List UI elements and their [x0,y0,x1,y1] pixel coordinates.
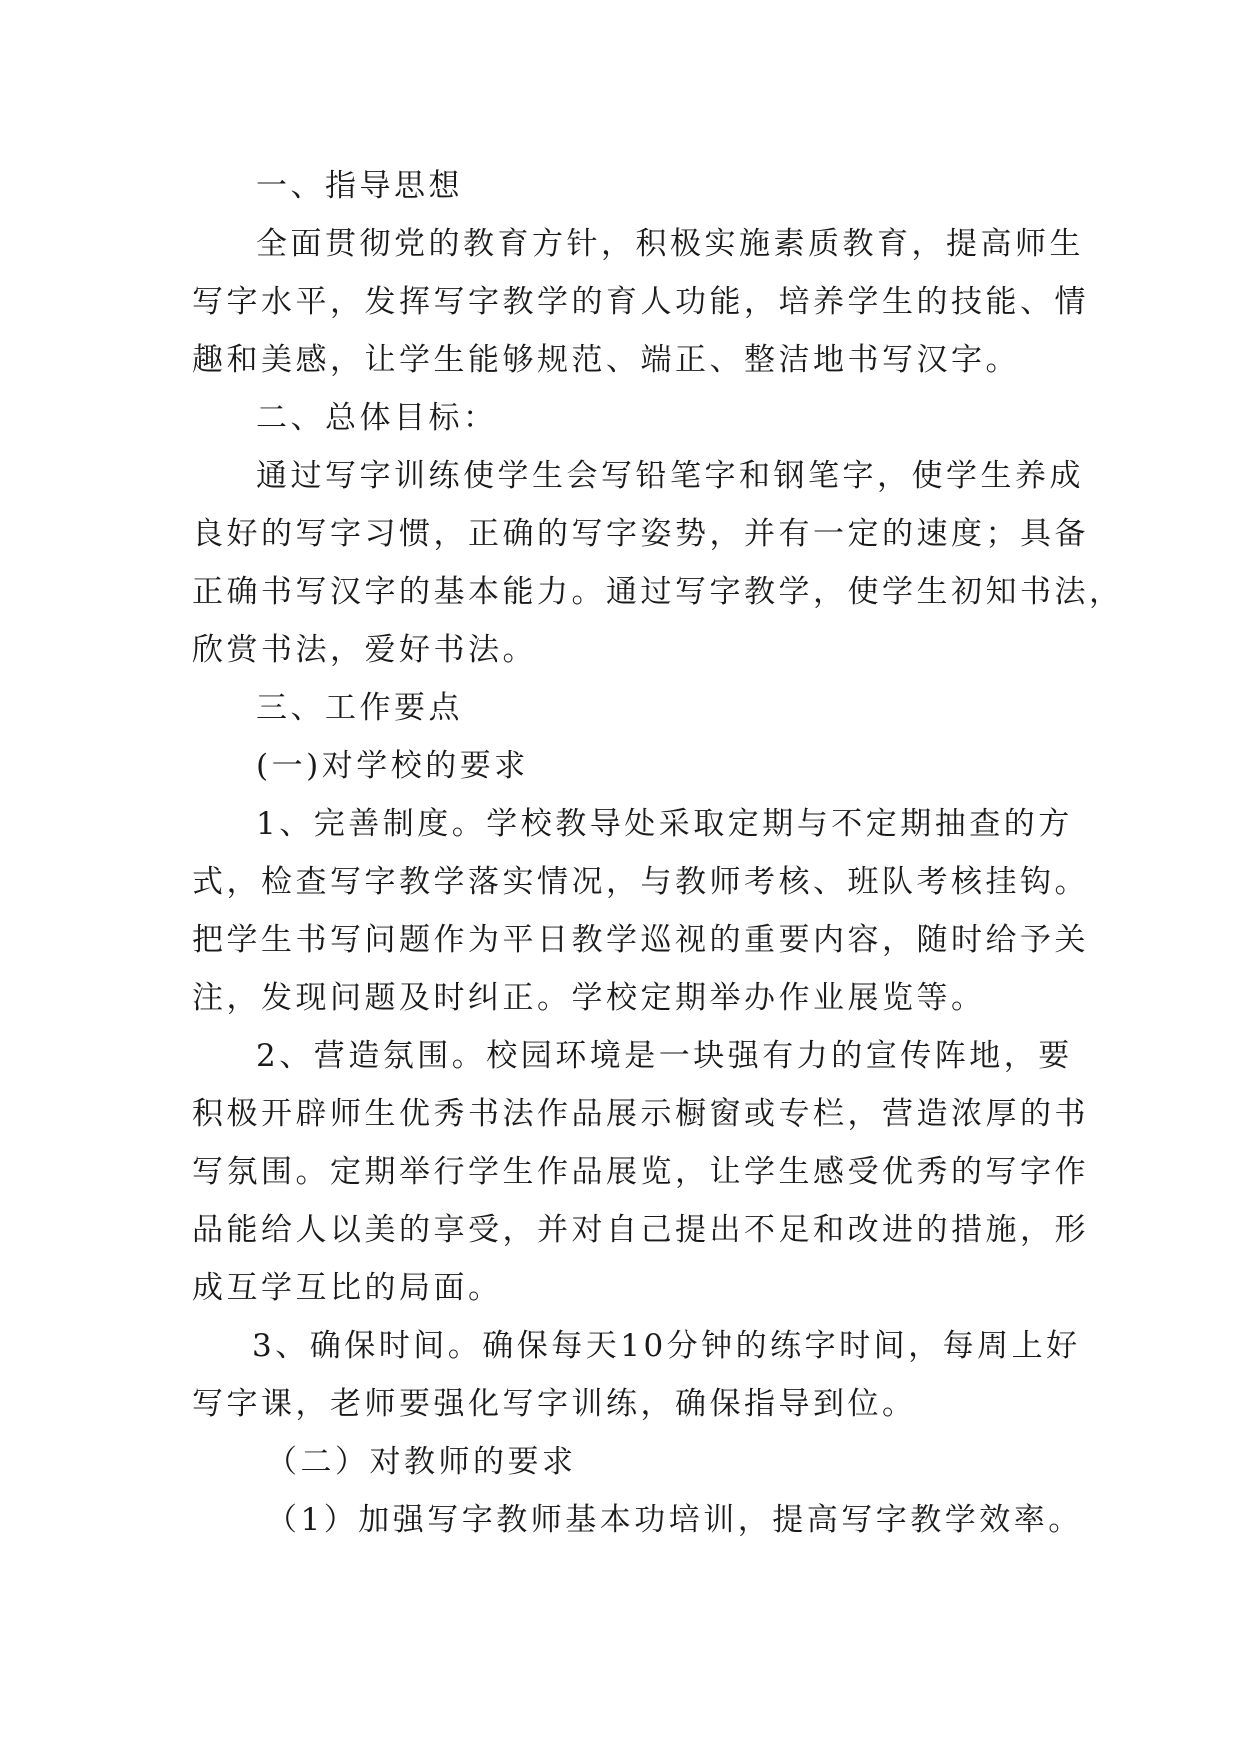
paragraph-line: 趣和美感，让学生能够规范、端正、整洁地书写汉字。 [192,342,1020,378]
paragraph-line: 写字水平，发挥写字教学的育人功能，培养学生的技能、情 [192,284,1089,320]
paragraph-line: 写氛围。定期举行学生作品展览，让学生感受优秀的写字作 [192,1154,1089,1190]
paragraph-line: 正确书写汉字的基本能力。通过写字教学，使学生初知书法， [192,574,1124,610]
paragraph-line: 写字课，老师要强化写字训练，确保指导到位。 [192,1386,917,1422]
heading-overall-goals: 二、总体目标： [256,400,498,436]
paragraph-line: 3、确保时间。确保每天10分钟的练字时间，每周上好 [252,1328,1081,1364]
paragraph-line: 欣赏书法，爱好书法。 [192,632,537,668]
paragraph-line: 全面贯彻党的教育方针，积极实施素质教育，提高师生 [256,226,1084,262]
paragraph-line: 2、营造氛围。校园环境是一块强有力的宣传阵地，要 [256,1038,1073,1074]
paragraph-line: 良好的写字习惯，正确的写字姿势，并有一定的速度；具备 [192,516,1089,552]
paragraph-line: 积极开辟师生优秀书法作品展示橱窗或专栏，营造浓厚的书 [192,1096,1089,1132]
paragraph-line: 式，检查写字教学落实情况，与教师考核、班队考核挂钩。 [192,864,1089,900]
heading-guiding-ideology: 一、指导思想 [256,168,463,204]
paragraph-line: 把学生书写问题作为平日教学巡视的重要内容，随时给予关 [192,922,1089,958]
paragraph-line: 品能给人以美的享受，并对自己提出不足和改进的措施，形 [192,1212,1089,1248]
subheading-teacher-requirements: （二）对教师的要求 [266,1444,577,1480]
heading-work-points: 三、工作要点 [256,690,463,726]
paragraph-line: 通过写字训练使学生会写铅笔字和钢笔字，使学生养成 [256,458,1084,494]
subheading-school-requirements: (一)对学校的要求 [256,748,529,784]
paragraph-line: 注，发现问题及时纠正。学校定期举办作业展览等。 [192,980,986,1016]
paragraph-line: 成互学互比的局面。 [192,1270,503,1306]
paragraph-line: 1、完善制度。学校教导处采取定期与不定期抽查的方 [256,806,1073,842]
paragraph-line: （1）加强写字教师基本功培训，提高写字教学效率。 [266,1502,1083,1538]
